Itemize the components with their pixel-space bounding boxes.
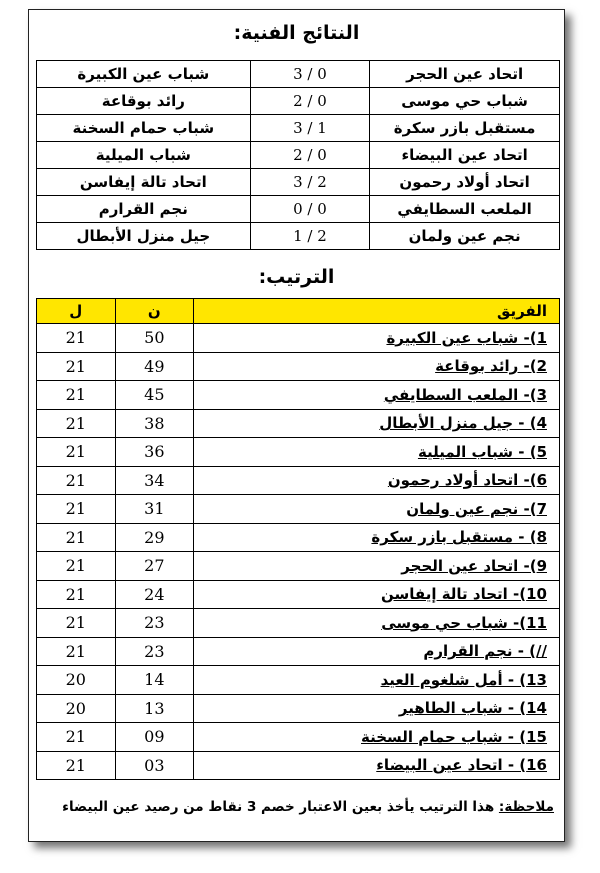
played-cell: 21 (37, 438, 116, 467)
team-cell (194, 637, 560, 666)
played-cell: 20 (37, 666, 116, 695)
team-cell (194, 409, 560, 438)
team-name: 7)- نجم عين ولمان (406, 499, 547, 518)
points-cell: 24 (115, 580, 194, 609)
standings-row (37, 751, 560, 780)
result-row (37, 115, 560, 142)
standings-row (37, 438, 560, 467)
standings-row (37, 409, 560, 438)
home-team: شباب حي موسى (370, 88, 560, 115)
points-cell: 27 (115, 552, 194, 581)
home-team: اتحاد عين الحجر (370, 61, 560, 88)
results-title: النتائج الفنية: (233, 22, 360, 44)
team-name: 10)- اتحاد تالة إيفاسن (381, 585, 547, 604)
played-cell: 21 (37, 609, 116, 638)
header-played: ل (37, 299, 116, 324)
played-cell: 20 (37, 694, 116, 723)
standings-row (37, 723, 560, 752)
footnote (41, 796, 554, 818)
result-row (37, 223, 560, 250)
team-name: 9)- اتحاد عين الحجر (401, 556, 547, 575)
standings-row (37, 609, 560, 638)
played-cell: 21 (37, 637, 116, 666)
team-name: 13) - أمل شلغوم العيد (380, 670, 547, 689)
standings-row (37, 580, 560, 609)
team-cell (194, 552, 560, 581)
team-name: 3)- الملعب السطايفي (383, 385, 547, 404)
team-cell (194, 751, 560, 780)
points-cell: 13 (115, 694, 194, 723)
team-name: 14) - شباب الطاهير (398, 699, 547, 718)
team-name: 4) - جيل منزل الأبطال (379, 414, 547, 433)
result-row (37, 169, 560, 196)
result-row (37, 88, 560, 115)
team-name: 6)- اتحاد أولاد رحمون (387, 471, 547, 490)
score-value: 3 / 1 (293, 119, 327, 137)
standings-row (37, 324, 560, 353)
points-cell: 45 (115, 381, 194, 410)
standings-row (37, 352, 560, 381)
score-value: 3 / 2 (293, 173, 327, 191)
standings-row (37, 637, 560, 666)
played-cell: 21 (37, 523, 116, 552)
points-cell: 38 (115, 409, 194, 438)
played-cell: 21 (37, 552, 116, 581)
played-cell: 21 (37, 409, 116, 438)
team-cell (194, 324, 560, 353)
played-cell: 21 (37, 324, 116, 353)
standings-table (36, 298, 560, 780)
match-score (250, 196, 370, 223)
score-value: 1 / 2 (293, 227, 327, 245)
points-cell: 31 (115, 495, 194, 524)
standings-row (37, 552, 560, 581)
match-score (250, 88, 370, 115)
score-value: 0 / 0 (293, 200, 327, 218)
home-team: اتحاد أولاد رحمون (370, 169, 560, 196)
score-value: 3 / 0 (293, 65, 327, 83)
played-cell: 21 (37, 723, 116, 752)
away-team: جيل منزل الأبطال (37, 223, 251, 250)
score-value: 2 / 0 (293, 92, 327, 110)
team-name: 11)- شباب حي موسى (381, 613, 547, 632)
away-team: شباب حمام السخنة (37, 115, 251, 142)
match-score (250, 223, 370, 250)
team-cell (194, 381, 560, 410)
footnote-text: هذا الترتيب يأخذ بعين الاعتبار خصم 3 نقاط من رصيد عين البيضاء (62, 799, 499, 815)
result-row (37, 61, 560, 88)
played-cell: 21 (37, 580, 116, 609)
team-name: 2)- رائد بوقاعة (435, 357, 547, 376)
home-team: مستقبل بازر سكرة (370, 115, 560, 142)
match-score (250, 142, 370, 169)
played-cell: 21 (37, 466, 116, 495)
team-cell (194, 523, 560, 552)
away-team: شباب عين الكبيرة (37, 61, 251, 88)
points-cell: 29 (115, 523, 194, 552)
points-cell: 23 (115, 637, 194, 666)
points-cell: 03 (115, 751, 194, 780)
match-score (250, 169, 370, 196)
team-cell (194, 580, 560, 609)
team-cell (194, 438, 560, 467)
team-cell (194, 723, 560, 752)
played-cell: 21 (37, 495, 116, 524)
match-score (250, 115, 370, 142)
match-score (250, 61, 370, 88)
points-cell: 14 (115, 666, 194, 695)
team-name: 15) - شباب حمام السخنة (361, 727, 547, 746)
standings-title: الترتيب: (258, 266, 335, 288)
played-cell: 21 (37, 751, 116, 780)
team-name: 5) - شباب الميلية (417, 442, 547, 461)
played-cell: 21 (37, 381, 116, 410)
home-team: نجم عين ولمان (370, 223, 560, 250)
points-cell: 49 (115, 352, 194, 381)
header-team: الفريق (194, 299, 560, 324)
points-cell: 50 (115, 324, 194, 353)
result-row (37, 196, 560, 223)
points-cell: 09 (115, 723, 194, 752)
team-cell (194, 666, 560, 695)
standings-row (37, 495, 560, 524)
points-cell: 36 (115, 438, 194, 467)
standings-header-row (37, 299, 560, 324)
away-team: شباب الميلية (37, 142, 251, 169)
team-name: 8) - مستقبل بازر سكرة (371, 528, 547, 547)
points-cell: 23 (115, 609, 194, 638)
score-value: 2 / 0 (293, 146, 327, 164)
team-cell (194, 352, 560, 381)
away-team: اتحاد تالة إيفاسن (37, 169, 251, 196)
team-name: 16) - اتحاد عين البيضاء (376, 756, 547, 775)
footnote-label: ملاحظة: (498, 799, 554, 815)
result-row (37, 142, 560, 169)
team-cell (194, 495, 560, 524)
away-team: رائد بوقاعة (37, 88, 251, 115)
team-name: 1)- شباب عين الكبيرة (386, 328, 547, 347)
standings-row (37, 466, 560, 495)
standings-row (37, 523, 560, 552)
away-team: نجم القرارم (37, 196, 251, 223)
team-name: //) - نجم القرارم (423, 642, 547, 661)
standings-row (37, 694, 560, 723)
team-cell (194, 694, 560, 723)
standings-row (37, 381, 560, 410)
home-team: اتحاد عين البيضاء (370, 142, 560, 169)
standings-row (37, 666, 560, 695)
points-cell: 34 (115, 466, 194, 495)
results-table (36, 60, 560, 250)
header-points: ن (115, 299, 194, 324)
team-cell (194, 609, 560, 638)
home-team: الملعب السطايفي (370, 196, 560, 223)
played-cell: 21 (37, 352, 116, 381)
results-card (28, 9, 565, 842)
team-cell (194, 466, 560, 495)
